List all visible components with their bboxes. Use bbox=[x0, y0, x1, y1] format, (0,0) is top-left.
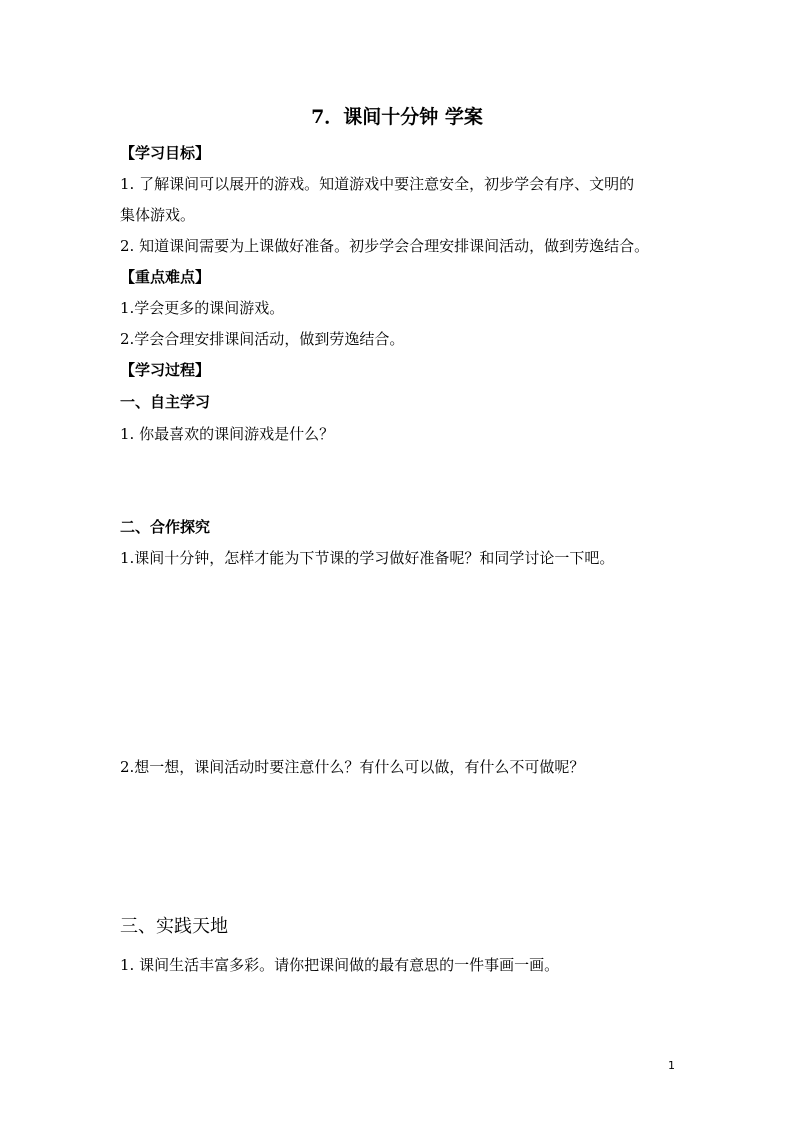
objective-item-1-line-1: 1. 了解课间可以展开的游戏。知道游戏中要注意安全，初步学会有序、文明的 bbox=[120, 175, 635, 193]
cooperative-question-1: 1.课间十分钟，怎样才能为下节课的学习做好准备呢？和同学讨论一下吧。 bbox=[120, 549, 615, 567]
cooperative-question-2: 2.想一想，课间活动时要注意什么？有什么可以做，有什么不可做呢？ bbox=[120, 758, 585, 776]
objective-item-1-line-2: 集体游戏。 bbox=[120, 206, 196, 224]
page-number: 1 bbox=[668, 1059, 675, 1072]
practice-heading: 三、实践天地 bbox=[120, 916, 228, 937]
cooperative-inquiry-heading: 二、合作探究 bbox=[120, 518, 211, 536]
key-point-item-2: 2.学会合理安排课间活动，做到劳逸结合。 bbox=[120, 330, 405, 348]
practice-question-1: 1. 课间生活丰富多彩。请你把课间做的最有意思的一件事画一画。 bbox=[120, 956, 560, 974]
key-point-item-1: 1.学会更多的课间游戏。 bbox=[120, 299, 285, 317]
process-heading: 【学习过程】 bbox=[120, 361, 211, 379]
document-title: 7．课间十分钟 学案 bbox=[311, 106, 483, 128]
objective-item-2: 2. 知道课间需要为上课做好准备。初步学会合理安排课间活动，做到劳逸结合。 bbox=[120, 237, 650, 255]
self-study-question-1: 1. 你最喜欢的课间游戏是什么？ bbox=[120, 425, 335, 443]
self-study-heading: 一、自主学习 bbox=[120, 393, 211, 411]
key-points-heading: 【重点难点】 bbox=[120, 268, 211, 286]
objectives-heading: 【学习目标】 bbox=[120, 144, 211, 162]
